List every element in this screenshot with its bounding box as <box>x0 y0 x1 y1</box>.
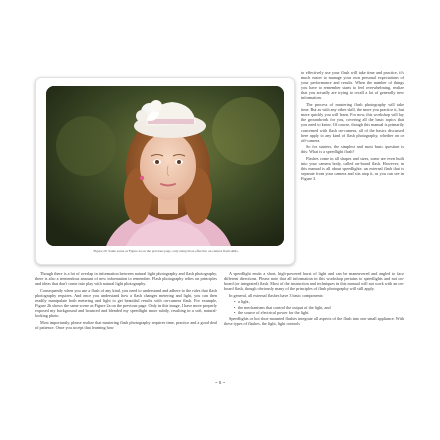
list-item: • a light, <box>238 299 404 304</box>
figure-card <box>35 77 295 265</box>
paragraph: Though there is a lot of overlap in information between natural light photography and flash photography, there is also a tremendous amount of new information to remember. Flash photography relies on principles and ideas that don't come into play with natural light photography. <box>35 271 217 287</box>
paragraph: So for starters, the simplest and most basic question is this: What is a speedlight flash? <box>301 144 404 155</box>
page-number: ~ 5 ~ <box>214 380 226 385</box>
paragraph: Speedlights or hot shoe mounted flashes integrate all aspects of the flash into one small appliance. With these types of flashes, the light, light controls <box>224 316 404 327</box>
middle-text-column <box>224 271 404 328</box>
paragraph: A speedlight emits a short, high-powered burst of light and can be maneuvered and angled to face different directions. Please note that all information in this workshop pertains to speedlights and not on-board (or integrated) flash. Most of the instruction and techniques in this manual will not work with an on-board flash, though obviously many of the principles of flash photography will still apply. <box>224 271 404 292</box>
component-list <box>238 299 404 314</box>
right-text-column <box>301 70 404 183</box>
paragraph: Most importantly, please realize that mastering flash photography requires time, practice and a good deal of patience. Once you accept that learning how <box>35 319 217 330</box>
paragraph: Consequently when you use a flash of any kind, you need to understand and adhere to the rules that flash photography requires. And once you understand how a flash changes metering and light, you can then readily manipulate both metering and light to get beautiful results with on-camera flash. For example, Figure 2b shows the same scene as Figure 2a on the previous page. Only in this image, I have more properly exposed my background and bounced and blended my speedlight more subtly, resulting in a soft, natural-looking photo. <box>35 287 217 319</box>
left-text-column <box>35 271 217 332</box>
paragraph: Flashes come in all shapes and sizes, some are even built into your camera body, called on-board flash. However, in this manual is all about speedlights: an external flash that is separate from your camera and sits atop it, as you can see in Figure 3. <box>301 156 404 182</box>
girl-portrait-image <box>46 86 284 246</box>
list-item: • the mechanisms that control the output of the light, and <box>238 305 404 310</box>
paragraph: The process of mastering flash photography will take time. But as with any other skill, the more you practice it, but more quickly you will learn. For now, this workshop will lay the groundwork for you, covering all the basic topics that you need to know. Of course, though this manual is primarily concerned with flash on-camera, all of the basics discussed here apply to any kind of flash photography, whether on or off-camera. <box>301 102 404 143</box>
paragraph: In general, all external flashes have 3 basic components: <box>229 292 324 298</box>
list-item: • the source of electrical power for the light. <box>238 310 404 315</box>
paragraph: to effectively use your flash will take time and practice, it's much easier to manage your own personal expectations of your performance and results. When the number of things you have to remember starts to feel overwhelming, realize that you actually are trying to recall a lot of generally new information. <box>301 70 404 101</box>
figure-photo <box>46 86 284 246</box>
figure-caption: Figure 2b: Same scene as Figure 2a on the previous page, only using more effective on-camera flash skills. <box>93 249 239 253</box>
